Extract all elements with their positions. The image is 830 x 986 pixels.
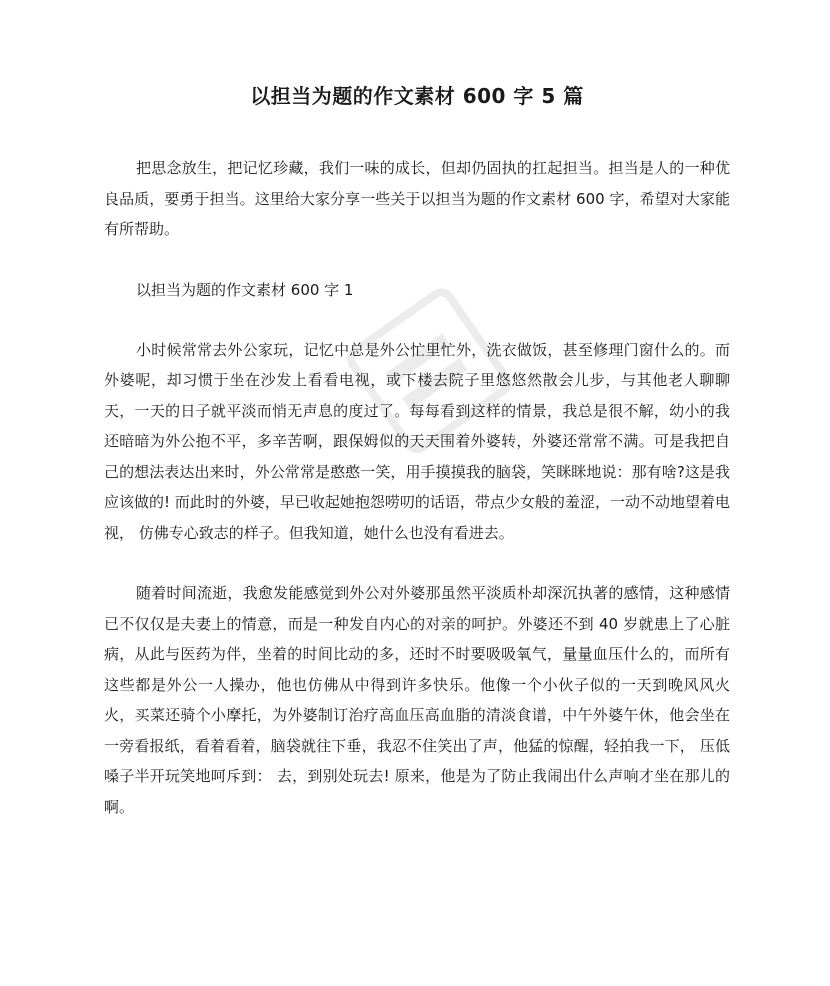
document-title: 以担当为题的作文素材 600 字 5 篇 (250, 84, 584, 108)
body-paragraph-2: 随着时间流逝，我愈发能感觉到外公对外婆那虽然平淡质朴却深沉执著的感情，这种感情已不仅仅是夫妻上的情意，而是一种发自内心的对亲的呵护。外婆还不到 40 岁就患上了心脏病，从此与医药为伴，坐着的时间比动的多，还时不时要吸吸氧气，量量血压什么的，而所有这些都是外公一人操办，他也仿佛从中得到许多快乐。他像一个小伙子似的一天到晚风风火火，买菜还骑个小摩托，为外婆制订治疗高血压高血脂的清淡食谱，中午外婆午休，他会坐在一旁看报纸，看着看着，脑袋就往下垂，我忍不住笑出了声，他猛的惊醒，轻拍我一下， 压低嗓子半开玩笑地呵斥到： 去，到别处玩去! 原来，他是为了防止我闹出什么声响才坐在那儿的啊。 (104, 584, 730, 816)
section-heading: 以担当为题的作文素材 600 字 1 (136, 280, 354, 299)
intro-paragraph: 把思念放生，把记忆珍藏，我们一味的成长，但却仍固执的扛起担当。担当是人的一种优良品质，要勇于担当。这里给大家分享一些关于以担当为题的作文素材 600 字，希望对大家能有所帮助。 (104, 159, 730, 238)
body-paragraph-1: 小时候常常去外公家玩，记忆中总是外公忙里忙外，洗衣做饭，甚至修理门窗什么的。而外婆呢，却习惯于坐在沙发上看看电视，或下楼去院子里悠悠然散会儿步，与其他老人聊聊天，一天的日子就平淡而悄无声息的度过了。每每看到这样的情景，我总是很不解，幼小的我还暗暗为外公抱不平，多辛苦啊，跟保姆似的天天围着外婆转，外婆还常常不满。可是我把自己的想法表达出来时，外公常常是憨憨一笑，用手摸摸我的脑袋，笑眯眯地说：那有啥?这是我应该做的! 而此时的外婆，早已收起她抱怨唠叨的话语，带点少女般的羞涩，一动不动地望着电视， 仿佛专心致志的样子。但我知道，她什么也没有看进去。 (104, 340, 730, 542)
